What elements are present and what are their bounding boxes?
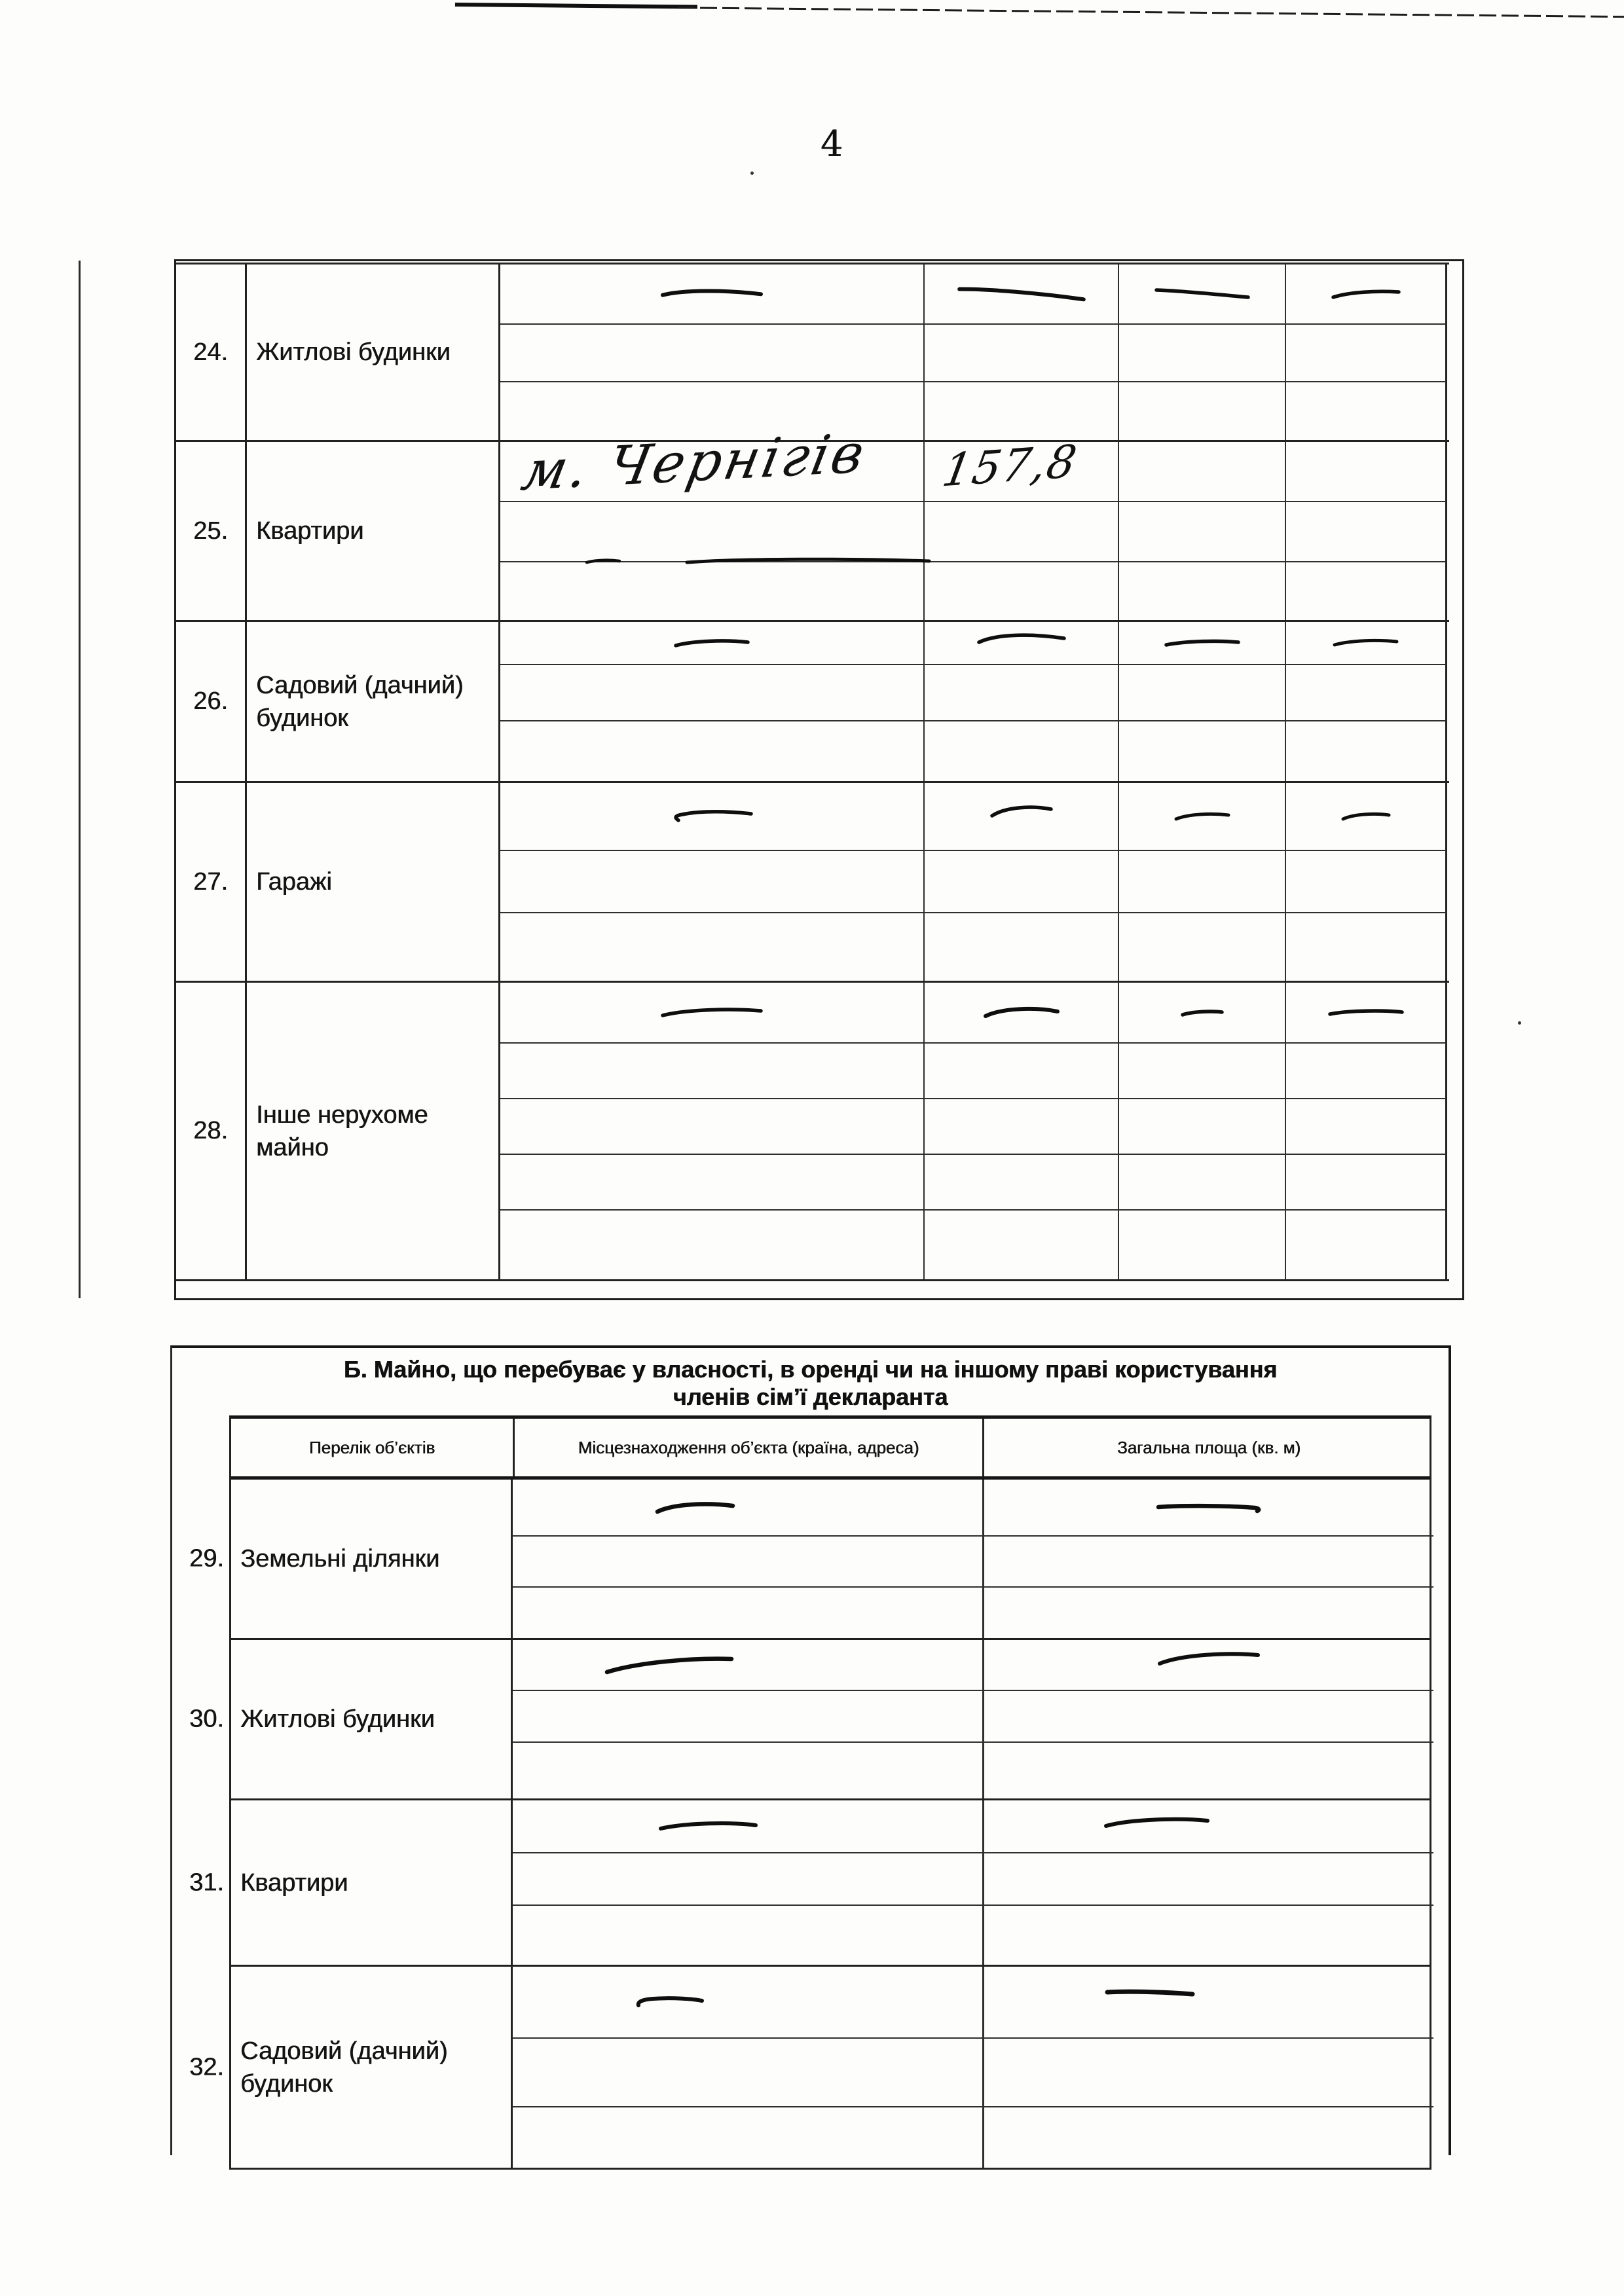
table-cell [1285,382,1447,440]
row-label: Житлові будинки [231,1640,513,1798]
table-cell [1118,382,1285,440]
table-cell [1285,983,1447,1044]
table-cell [500,721,923,781]
table-cell [982,1640,1433,1691]
handwritten-dash [989,803,1054,820]
table-cell [1118,442,1285,502]
handwritten-area-entry: 157,8 [938,435,1082,498]
row-number: 26. [193,687,228,715]
row-number: 32. [189,2053,224,2081]
table-cell [982,1853,1433,1906]
table-cell [500,665,923,721]
table-cell [923,502,1118,562]
handwritten-dash [633,1994,705,2011]
table-cell [1285,1044,1447,1099]
table-cell [1118,851,1285,913]
table-cell [500,983,923,1044]
table-cell [1285,665,1447,721]
table-cell [982,1480,1433,1537]
table-cell [500,264,923,325]
table-cell [923,851,1118,913]
table-cell [982,1800,1433,1853]
handwritten-dash [1104,1986,1196,1999]
table-cell [923,1044,1118,1099]
handwritten-dash [604,1654,735,1676]
row-label: Гаражі [245,783,500,981]
handwritten-dash [1179,1006,1225,1019]
row-number: 28. [193,1117,228,1144]
table-cell [1118,721,1285,781]
page-number: 4 [820,123,843,164]
left-margin-line [79,261,81,1298]
row-label: Квартири [231,1800,513,1965]
table-cell [923,1155,1118,1211]
handwritten-dash [1153,285,1251,302]
handwritten-dash [1103,1814,1211,1831]
table-cell [1285,851,1447,913]
row-label: Садовий (дачний) будинок [245,622,500,781]
table-cell [982,1588,1433,1638]
row-number: 24. [193,338,228,366]
table-cell [513,1906,982,1965]
table-cell [513,1640,982,1691]
table-cell [1285,1099,1447,1155]
table-cell [1118,622,1285,665]
handwritten-dash [1330,286,1402,302]
section-b-title-line1: Б. Майно, що перебуває у власності, в оренді чи на іншому праві користування [343,1356,1278,1383]
row-number: 29. [189,1544,224,1573]
table-cell [982,1743,1433,1798]
table-cell [982,1967,1433,2039]
table-cell [923,1211,1118,1279]
table-cell [923,382,1118,440]
table-cell [1118,913,1285,981]
handwritten-dash [982,1004,1061,1021]
table-cell [1118,1155,1285,1211]
table-cell [1118,562,1285,620]
table-row [189,1480,1430,1638]
scan-edge-artifact [455,1,1624,32]
table-cell [500,562,923,620]
table-cell [500,622,923,665]
table-cell [1285,442,1447,502]
table-cell [513,1743,982,1798]
row-label: Інше нерухоме майно [245,983,500,1279]
handwritten-location-entry: м. Чернігів [517,422,872,503]
table-cell [1118,783,1285,851]
scan-speck [1518,1021,1521,1025]
handwritten-dash [1327,1006,1405,1020]
row-label: Квартири [245,442,500,620]
handwritten-dash [657,1818,759,1835]
table-cell [923,665,1118,721]
table-cell [513,1588,982,1638]
table-cell [513,1537,982,1588]
table-row [176,264,1449,440]
table-cell [1285,783,1447,851]
table-cell [500,325,923,382]
table-cell [1118,1044,1285,1099]
handwritten-dash [654,1499,736,1516]
section-b-title-line2: членів сім’ї декларанта [673,1383,948,1410]
row-label: Садовий (дачний) будинок [231,1967,513,2168]
table-cell [1118,264,1285,325]
row-label: Житлові будинки [245,264,500,440]
table-row [189,1965,1430,2168]
table-cell [513,2039,982,2107]
table-cell [1118,1099,1285,1155]
table-cell [1285,562,1447,620]
table-cell [500,1155,923,1211]
table-row [176,781,1449,981]
table-cell [923,325,1118,382]
table-row [176,422,1449,620]
handwritten-dash [669,807,754,826]
table-cell [1285,1155,1447,1211]
handwritten-dash [1331,636,1400,650]
table-cell [513,1480,982,1537]
table-cell [982,1691,1433,1743]
table-cell [1118,502,1285,562]
table-cell [923,1099,1118,1155]
table-cell [1285,622,1447,665]
table-cell [923,983,1118,1044]
table-cell [923,622,1118,665]
handwritten-stroke [584,556,622,566]
table-cell [982,1537,1433,1588]
row-number: 30. [189,1705,224,1733]
column-header-location: Місцезнаходження об’єкта (країна, адреса) [513,1419,982,1476]
row-label: Земельні ділянки [231,1480,513,1638]
table-cell [500,913,923,981]
table-cell [500,1211,923,1279]
table-cell [500,502,923,562]
family-property-table [189,1415,1431,2170]
table-row [189,1798,1430,1965]
table-cell [1285,721,1447,781]
row-number: 25. [193,517,228,545]
table-cell [1118,983,1285,1044]
table-cell [923,562,1118,620]
column-header-area: Загальна площа (кв. м) [982,1419,1433,1476]
table-row [189,1638,1430,1798]
handwritten-dash [1156,1649,1261,1667]
table-cell [982,2107,1433,2168]
table-cell [500,422,923,503]
handwritten-dash [1155,1500,1263,1516]
table-cell [1118,665,1285,721]
table-cell [1285,502,1447,562]
handwritten-dash [955,284,1087,304]
table-cell [500,1044,923,1099]
handwritten-dash [1163,636,1242,650]
table-cell [923,721,1118,781]
table-cell [500,1099,923,1155]
handwritten-dash [659,1005,764,1021]
table-cell [500,783,923,851]
table-cell [923,913,1118,981]
row-number: 31. [189,1868,224,1896]
declarant-property-table [174,259,1464,1300]
table-cell [513,1691,982,1743]
table-cell [1285,1211,1447,1279]
table-cell [1285,325,1447,382]
handwritten-dash [673,636,751,650]
column-header-objects: Перелік об’єктів [308,1437,435,1457]
table-cell [1285,264,1447,325]
table-cell [513,1853,982,1906]
handwritten-dash [1173,809,1232,824]
table-row [176,620,1449,781]
scan-artifact-segment [455,3,697,9]
table-row [176,981,1449,1281]
table-cell [513,1967,982,2039]
table-cell [500,851,923,913]
table-grid [176,263,1449,1281]
scan-speck [750,172,754,175]
handwritten-stroke [684,555,932,567]
table-cell [923,264,1118,325]
handwritten-dash [976,630,1067,647]
scan-artifact-segment [678,7,1624,18]
section-b [170,1345,1451,2155]
handwritten-dash [1340,809,1392,824]
table-cell [513,1800,982,1853]
table-header-row [231,1419,1430,1480]
table-cell [982,2039,1433,2107]
handwritten-dash [659,285,764,303]
table-cell [923,783,1118,851]
table-cell [513,2107,982,2168]
table-cell [1118,325,1285,382]
table-cell [1118,1211,1285,1279]
row-number: 27. [193,867,228,896]
table-cell [1285,913,1447,981]
table-cell [923,435,1118,502]
table-cell [982,1906,1433,1965]
